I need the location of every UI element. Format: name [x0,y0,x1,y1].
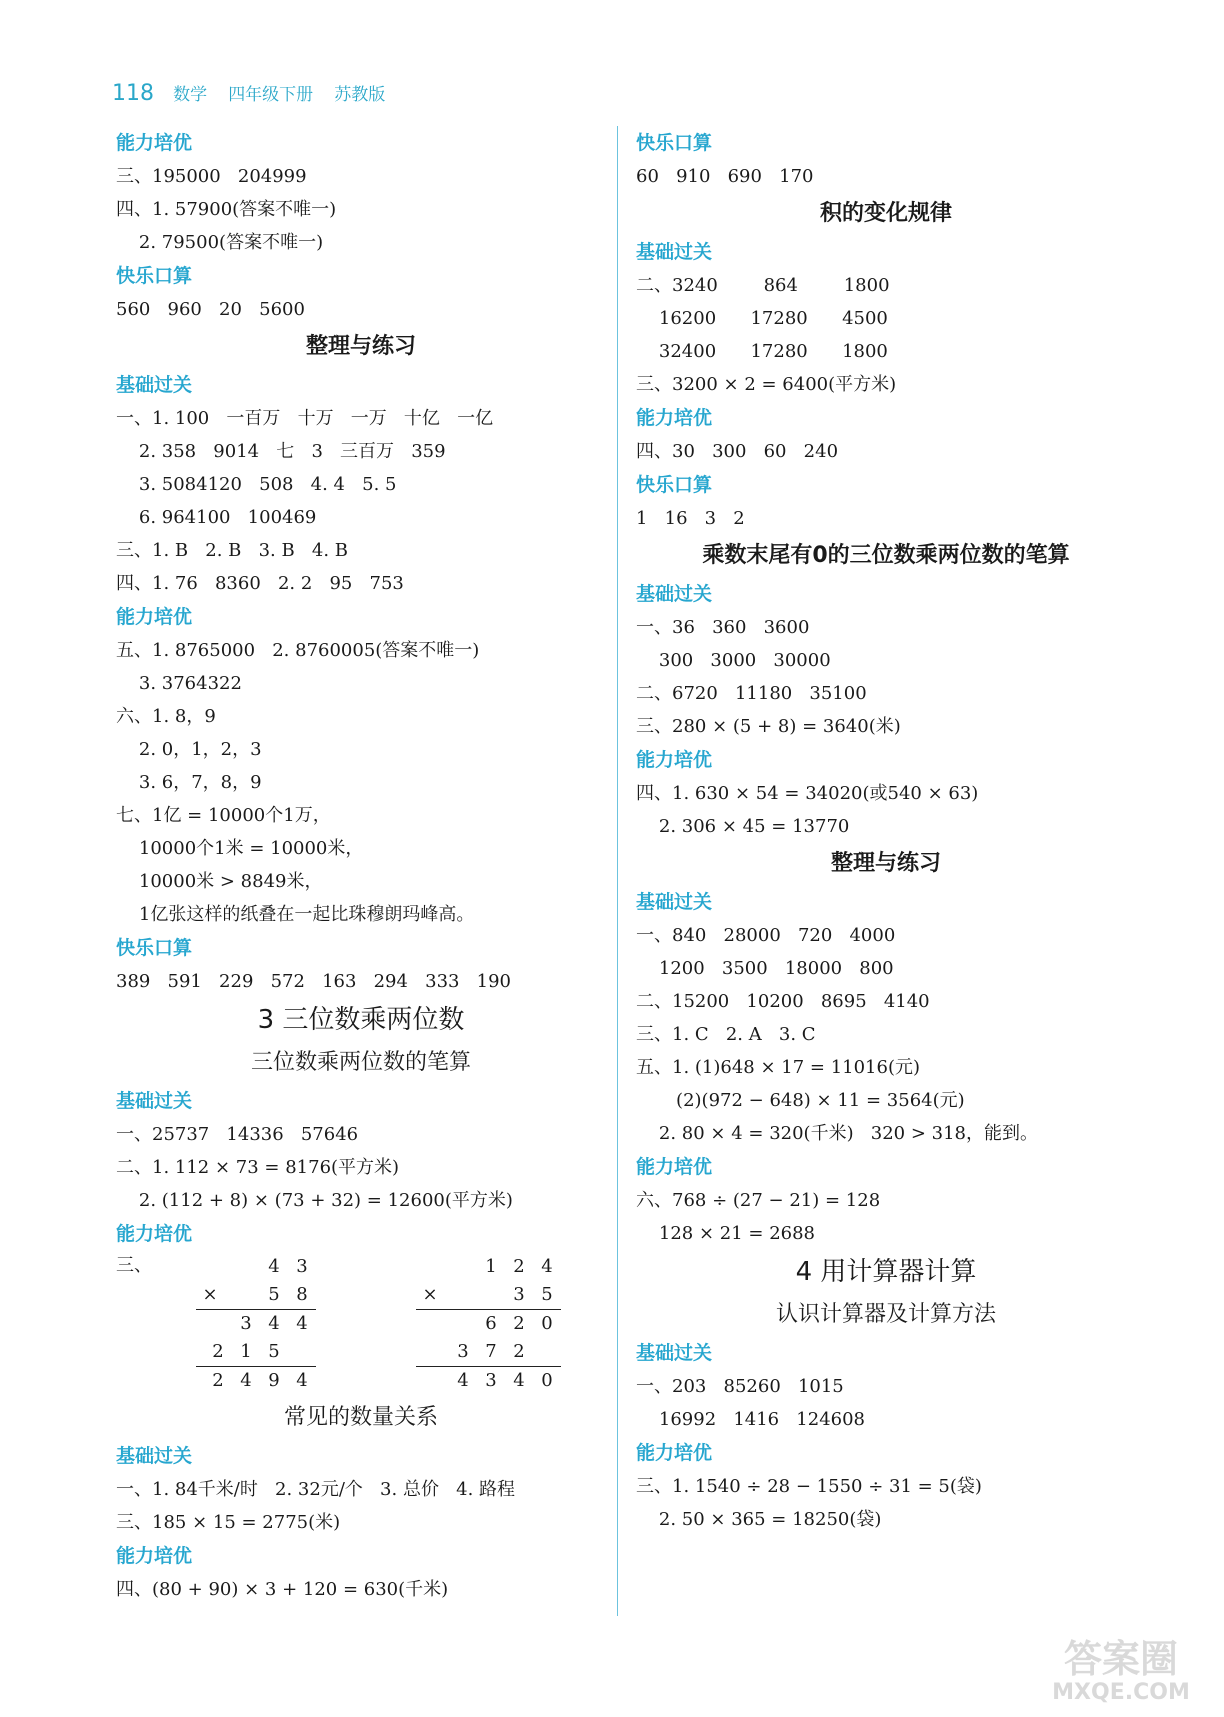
answer-line: 10000个1米 = 10000米， [116,838,364,859]
answer-line: 五、1. (1)648 × 17 = 11016(元) [636,1057,921,1078]
answer-line: 一、840 28000 720 4000 [636,925,896,946]
answer-line: 四、1. 630 × 54 = 34020(或540 × 63) [636,783,979,804]
section-heading: 快乐口算 [636,474,713,496]
section-heading: 快乐口算 [116,265,193,287]
watermark-text: 答案圈 [1063,1637,1178,1681]
answer-line: 1200 3500 18000 800 [636,958,894,979]
section-heading: 能力培优 [116,132,193,154]
answer-line: 2. 80 × 4 = 320(千米) 320 > 318，能到。 [636,1123,1038,1144]
section-heading: 基础过关 [636,583,713,605]
answer-line: 389 591 229 572 163 294 333 190 [116,971,512,992]
answer-line: 二、3240 864 1800 [636,275,890,296]
answer-line: 三、195000 204999 [116,166,307,187]
answer-line: 10000米 > 8849米， [116,871,323,892]
chapter-title: 4 用计算器计算 [795,1257,977,1287]
lesson-title: 整理与练习 [305,334,416,359]
section-heading: 基础过关 [636,891,713,913]
answer-line: 3. 3764322 [116,673,242,694]
section-heading: 基础过关 [116,1445,193,1467]
right-column [636,126,1136,1536]
answer-line: 三、1. B 2. B 3. B 4. B [116,540,348,561]
section-heading: 基础过关 [636,241,713,263]
lesson-title: 积的变化规律 [819,201,952,226]
section-heading: 基础过关 [116,1090,193,1112]
vertical-calc-1: 4 3 × 5 8 3 4 4 2 1 5 2 4 9 4 [196,1253,316,1395]
section-heading: 能力培优 [636,407,713,429]
answer-line: 三、185 × 15 = 2775(米) [116,1512,341,1533]
lesson-title: 常见的数量关系 [283,1405,438,1430]
answer-line: 一、203 85260 1015 [636,1376,844,1397]
section-heading: 基础过关 [636,1342,713,1364]
watermark-logo [1036,1637,1206,1707]
header-subject: 数学 [173,85,208,105]
answer-line: 五、1. 8765000 2. 8760005(答案不唯一) [116,640,480,661]
header-grade: 四年级下册 [228,85,314,105]
answer-line: 六、1. 8，9 [116,706,216,727]
answer-line: 六、768 ÷ (27 − 21) = 128 [636,1190,881,1211]
section-heading: 能力培优 [636,1442,713,1464]
lesson-title: 乘数末尾有0的三位数乘两位数的笔算 [702,543,1070,568]
answer-line: 三、3200 × 2 = 6400(平方米) [636,374,897,395]
page-header [112,80,401,106]
answer-line: 3. 6，7，8，9 [116,772,262,793]
chapter-title: 3 三位数乘两位数 [257,1005,465,1035]
answer-line: (2)(972 − 648) × 11 = 3564(元) [636,1090,965,1111]
section-heading: 能力培优 [636,749,713,771]
answer-line: 二、15200 10200 8695 4140 [636,991,930,1012]
answer-line: 60 910 690 170 [636,166,814,187]
answer-line: 一、1. 100 一百万 十万 一万 十亿 一亿 [116,408,494,429]
answer-line: 四、30 300 60 240 [636,441,839,462]
answer-line: 七、1亿 = 10000个1万， [116,805,331,826]
watermark-url: MXQE.COM [1052,1680,1190,1705]
lesson-title: 整理与练习 [830,851,941,876]
page-number: 118 [112,81,154,106]
section-heading: 能力培优 [636,1156,713,1178]
answer-line: 三、1. C 2. A 3. C [636,1024,816,1045]
section-heading: 能力培优 [116,1545,193,1567]
answer-line: 1亿张这样的纸叠在一起比珠穆朗玛峰高。 [116,904,475,925]
answer-line: 四、1. 76 8360 2. 2 95 753 [116,573,404,594]
answer-line: 一、1. 84千米/时 2. 32元/个 3. 总价 4. 路程 [116,1479,516,1500]
answer-line: 三、280 × (5 + 8) = 3640(米) [636,716,901,737]
answer-line: 300 3000 30000 [636,650,831,671]
answer-line: 三、1. 1540 ÷ 28 − 1550 ÷ 31 = 5(袋) [636,1476,982,1497]
column-divider [617,126,618,1616]
answer-line: 二、1. 112 × 73 = 8176(平方米) [116,1157,400,1178]
answer-line: 2. 306 × 45 = 13770 [636,816,850,837]
section-heading: 能力培优 [116,1223,193,1245]
answer-line: 2. 50 × 365 = 18250(袋) [636,1509,882,1530]
left-column [116,126,606,1606]
answer-line: 2. 79500(答案不唯一) [116,232,324,253]
answer-line: 2. (112 + 8) × (73 + 32) = 12600(平方米) [116,1190,513,1211]
header-edition: 苏教版 [334,85,386,105]
answer-line: 16992 1416 124608 [636,1409,865,1430]
answer-line: 128 × 21 = 2688 [636,1223,816,1244]
answer-line: 一、25737 14336 57646 [116,1124,359,1145]
answer-line: 二、6720 11180 35100 [636,683,867,704]
answer-line: 6. 964100 100469 [116,507,317,528]
lesson-title: 三位数乘两位数的笔算 [250,1050,471,1075]
lesson-title: 认识计算器及计算方法 [775,1302,996,1327]
answer-line: 2. 0，1，2，3 [116,739,262,760]
answer-line: 2. 358 9014 七 3 三百万 359 [116,441,446,462]
question-label: 三、 [116,1255,152,1276]
section-heading: 快乐口算 [116,937,193,959]
answer-line: 一、36 360 3600 [636,617,810,638]
vertical-multiplication-row [116,1251,606,1397]
answer-line: 560 960 20 5600 [116,299,305,320]
answer-line: 1 16 3 2 [636,508,745,529]
answer-line: 16200 17280 4500 [636,308,888,329]
answer-line: 3. 5084120 508 4. 4 5. 5 [116,474,397,495]
answer-line: 四、(80 + 90) × 3 + 120 = 630(千米) [116,1579,449,1600]
answer-line: 32400 17280 1800 [636,341,888,362]
section-heading: 基础过关 [116,374,193,396]
section-heading: 能力培优 [116,606,193,628]
vertical-calc-2: 1 2 4 × 3 5 6 2 0 3 7 2 4 3 4 0 [416,1253,561,1395]
answer-line: 四、1. 57900(答案不唯一) [116,199,337,220]
section-heading: 快乐口算 [636,132,713,154]
